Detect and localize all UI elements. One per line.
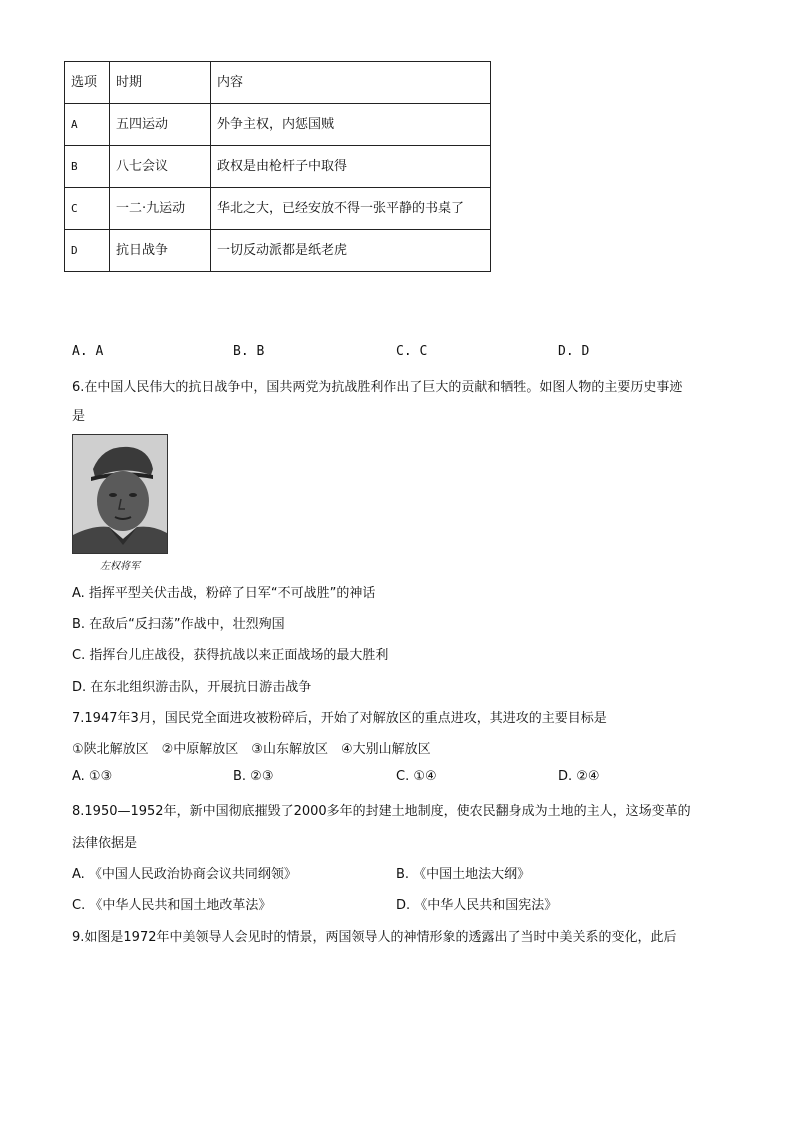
table-row	[65, 188, 491, 230]
q8-option-a: A. 《中国人民政治协商会议共同纲领》	[72, 867, 297, 882]
table-row	[65, 146, 491, 188]
portrait-figure	[72, 434, 168, 572]
table-header-cell: 内容	[211, 62, 491, 104]
table-header-cell: 时期	[110, 62, 211, 104]
q6-option-c: C. 指挥台儿庄战役，获得抗战以来正面战场的最大胜利	[72, 648, 389, 663]
table-cell: A	[65, 104, 110, 146]
table-cell: 政权是由枪杆子中取得	[211, 146, 491, 188]
table-cell: C	[65, 188, 110, 230]
q6-option-b: B. 在敌后“反扫荡”作战中，壮烈殉国	[72, 617, 285, 632]
table-header-cell: 选项	[65, 62, 110, 104]
q7-items: ①陕北解放区 ②中原解放区 ③山东解放区 ④大别山解放区	[72, 742, 431, 757]
q8-option-b: B. 《中国土地法大纲》	[396, 867, 531, 882]
table-header-row	[65, 62, 491, 104]
table-cell: 抗日战争	[110, 230, 211, 272]
q5-option-d: D. D	[558, 344, 590, 359]
q7-option-d: D. ②④	[558, 769, 600, 784]
q5-option-b: B. B	[233, 344, 265, 359]
table-cell: 一切反动派都是纸老虎	[211, 230, 491, 272]
q5-option-a: A. A	[72, 344, 104, 359]
q8-option-c: C. 《中华人民共和国土地改革法》	[72, 898, 272, 913]
q6-stem-cont: 是	[72, 409, 86, 424]
table-cell: D	[65, 230, 110, 272]
q6-stem: 6.在中国人民伟大的抗日战争中，国共两党为抗战胜利作出了巨大的贡献和牺牲。如图人物的主要历史事迹	[72, 380, 683, 395]
table-cell: 华北之大，已经安放不得一张平静的书桌了	[211, 188, 491, 230]
q8-option-d: D. 《中华人民共和国宪法》	[396, 898, 558, 913]
q8-stem-cont: 法律依据是	[72, 836, 138, 851]
table-row	[65, 104, 491, 146]
portrait-photo	[72, 434, 168, 554]
q7-stem: 7.1947年3月，国民党全面进攻被粉碎后，开始了对解放区的重点进攻，其进攻的主要目标是	[72, 711, 607, 726]
q8-stem: 8.1950—1952年，新中国彻底摧毁了2000多年的封建土地制度，使农民翻身成为土地的主人，这场变革的	[72, 804, 691, 819]
portrait-illustration	[73, 435, 167, 553]
q5-option-c: C. C	[396, 344, 428, 359]
q6-option-d: D. 在东北组织游击队，开展抗日游击战争	[72, 680, 312, 695]
table-cell: 五四运动	[110, 104, 211, 146]
q7-option-c: C. ①④	[396, 769, 437, 784]
photo-caption: 左权将军	[100, 561, 140, 572]
table-row	[65, 230, 491, 272]
q7-option-b: B. ②③	[233, 769, 274, 784]
table-cell: 外争主权，内惩国贼	[211, 104, 491, 146]
q6-option-a: A. 指挥平型关伏击战，粉碎了日军“不可战胜”的神话	[72, 586, 376, 601]
table-cell: B	[65, 146, 110, 188]
q7-option-a: A. ①③	[72, 769, 113, 784]
table-cell: 一二·九运动	[110, 188, 211, 230]
table-cell: 八七会议	[110, 146, 211, 188]
q9-stem: 9.如图是1972年中美领导人会见时的情景，两国领导人的神情形象的透露出了当时中美关系的变化，此后	[72, 930, 677, 945]
options-table	[64, 61, 491, 272]
